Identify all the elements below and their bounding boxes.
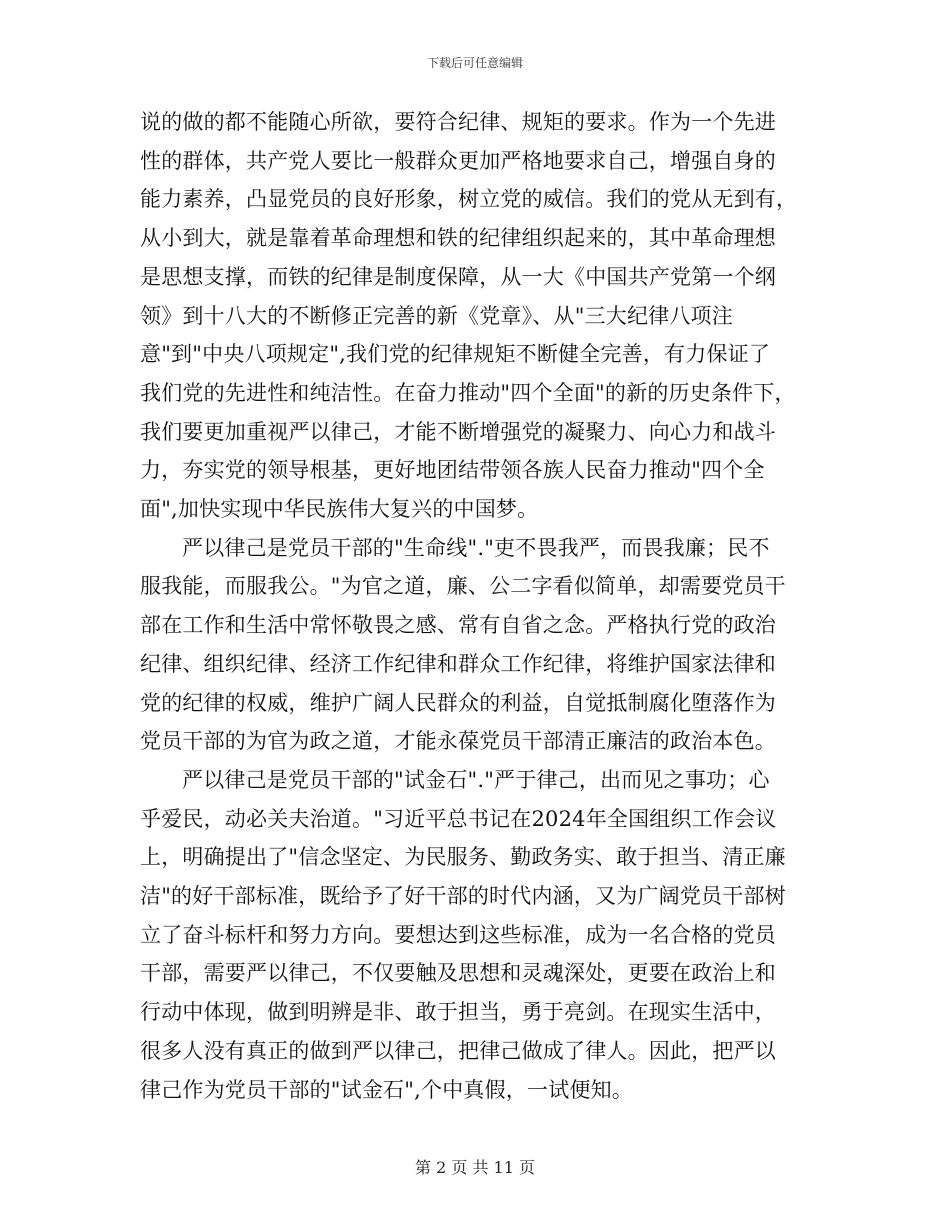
text-line: 行动中体现，做到明辨是非、敢于担当，勇于亮剑。在现实生活中，	[140, 1000, 776, 1025]
text-line: 性的群体，共产党人要比一般群众更加严格地要求自己，增强自身的	[140, 148, 776, 173]
text-line: 党的纪律的权威，维护广阔人民群众的利益，自觉抵制腐化堕落作为	[140, 690, 776, 715]
text-line: 服我能，而服我公。"为官之道，廉、公二字看似简单，却需要党员干	[140, 574, 786, 599]
text-line: 党员干部的为官为政之道，才能永葆党员干部清正廉洁的政治本色。	[140, 729, 776, 754]
text-line: 严以律己是党员干部的"试金石"."严于律己，出而见之事功；心	[182, 767, 770, 792]
text-line: 纪律、组织纪律、经济工作纪律和群众工作纪律，将维护国家法律和	[140, 651, 776, 676]
text-line: 我们党的先进性和纯洁性。在奋力推动"四个全面"的新的历史条件下，	[140, 380, 796, 405]
text-line: 说的做的都不能随心所欲，要符合纪律、规矩的要求。作为一个先进	[140, 110, 776, 134]
text-line: 我们要更加重视严以律己，才能不断增强党的凝聚力、向心力和战斗	[140, 419, 776, 444]
text-line: 干部，需要严以律己，不仅要触及思想和灵魂深处，更要在政治上和	[140, 961, 776, 986]
text-line: 部在工作和生活中常怀敬畏之感、常有自省之念。严格执行党的政治	[140, 613, 776, 638]
text-line: 意"到"中央八项规定",我们党的纪律规矩不断健全完善，有力保证了	[140, 342, 771, 367]
text-line: 是思想支撑，而铁的纪律是制度保障，从一大《中国共产党第一个纲	[140, 264, 776, 289]
text-line: 洁"的好干部标准，既给予了好干部的时代内涵，又为广阔党员干部树	[140, 884, 786, 909]
document-body	[140, 103, 812, 1109]
text-line: 立了奋斗标杆和努力方向。要想达到这些标准，成为一名合格的党员	[140, 922, 776, 947]
text-line: 能力素养，凸显党员的良好形象，树立党的威信。我们的党从无到有，	[140, 187, 798, 212]
page-header: 下载后可任意编辑	[426, 56, 523, 70]
paragraph-3	[140, 761, 812, 1109]
page-footer: 第 2 页 共 11 页	[415, 1158, 535, 1177]
text-line: 律己作为党员干部的"试金石",个中真假，一试便知。	[140, 1077, 633, 1102]
paragraph-1	[140, 103, 812, 529]
text-line: 从小到大，就是靠着革命理想和铁的纪律组织起来的，其中革命理想	[140, 226, 776, 251]
text-line: 面",加快实现中华民族伟大复兴的中国梦。	[140, 497, 539, 522]
text-line: 领》到十八大的不断修正完善的新《党章》、从"三大纪律八项注	[140, 303, 733, 328]
text-line: 很多人没有真正的做到严以律己，把律己做成了律人。因此，把严以	[140, 1038, 776, 1063]
text-line: 力，夯实党的领导根基，更好地团结带领各族人民奋力推动"四个全	[140, 458, 765, 483]
text-line: 乎爱民，动必关夫治道。"习近平总书记在2024年全国组织工作会议	[140, 806, 777, 831]
paragraph-2	[140, 529, 812, 761]
text-line: 严以律己是党员干部的"生命线"."吏不畏我严，而畏我廉；民不	[182, 535, 770, 560]
text-line: 上，明确提出了"信念坚定、为民服务、勤政务实、敢于担当、清正廉	[140, 845, 786, 870]
